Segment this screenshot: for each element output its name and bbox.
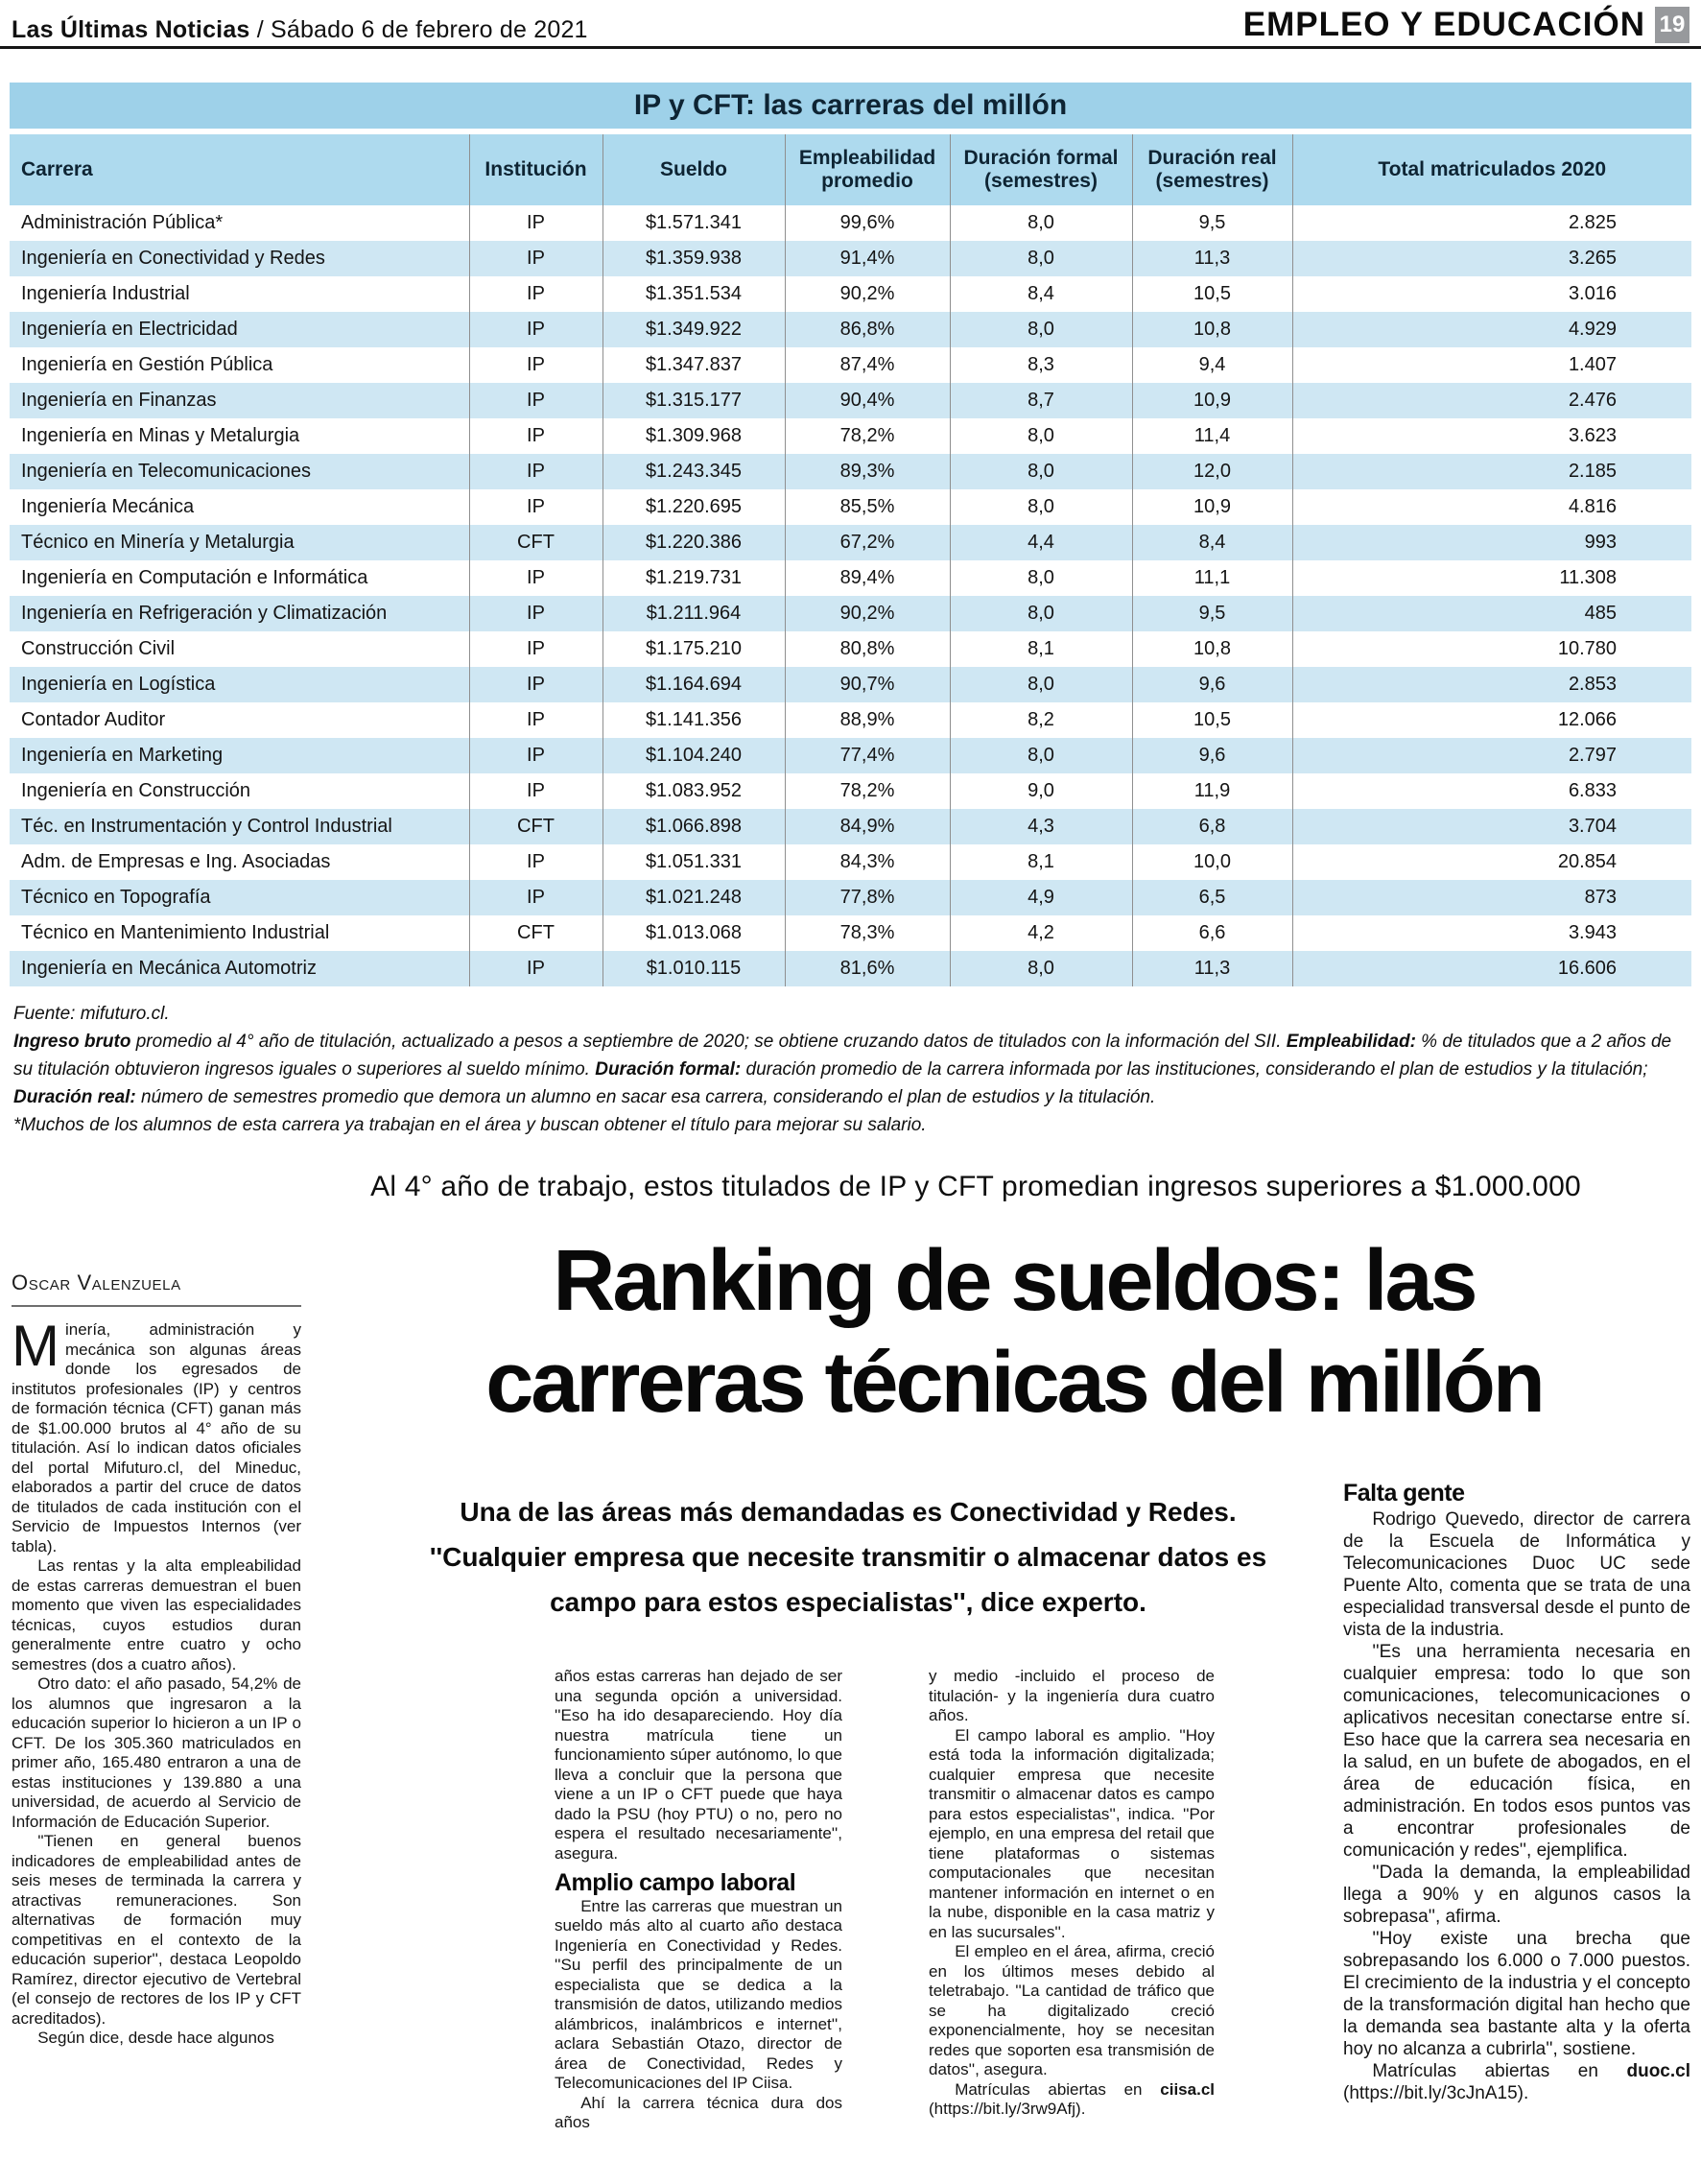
- table-cell: $1.315.177: [602, 383, 785, 418]
- table-cell: Ingeniería en Refrigeración y Climatización: [21, 603, 388, 624]
- paragraph: ''Es una herramienta necesaria en cualquier empresa: todo lo que son comunicaciones, telecomunicaciones o aplicativos necesitan conectarse entre sí. Eso hace que la carrera sea necesaria en la salud, en un bufete de abogados, en el área de educación física, en administración. En todos esos puntos vas a encontrar profesionales de comunicación y redes'', ejemplifica.: [1343, 1642, 1690, 1861]
- table-cell: 9,6: [1132, 667, 1292, 702]
- table-row: [10, 667, 1691, 702]
- table-cell: IP: [469, 631, 602, 667]
- paragraph: ''Hoy existe una brecha que sobrepasando los 6.000 o 7.000 puestos. El crecimiento de la industria y el concepto de la transformación digital han hecho que la demanda sea bastante alta y la oferta hoy no alcanza a cubrirla'', sostiene.: [1343, 1929, 1690, 2059]
- table-cell: Ingeniería en Logística: [21, 674, 216, 695]
- table-row: [10, 809, 1691, 844]
- table-row: [10, 631, 1691, 667]
- table-cell: 4,2: [950, 915, 1132, 951]
- table-cell: IP: [469, 951, 602, 986]
- table-cell: 20.854: [1292, 844, 1691, 880]
- table-cell: Contador Auditor: [21, 709, 166, 730]
- table-cell: IP: [469, 418, 602, 454]
- table-cell: Técnico en Mantenimiento Industrial: [21, 922, 330, 943]
- table-cell: IP: [469, 738, 602, 773]
- headline-line: carreras técnicas del millón: [485, 1335, 1543, 1431]
- paragraph: Otro dato: el año pasado, 54,2% de los alumnos que ingresaron a la educación superior lo hicieron a un IP o CFT. De los 305.360 matriculados en primer año, 165.480 entraron a una de estas instituciones y 139.880 a una universidad, de acuerdo al Servicio de Información de Educación Superior.: [12, 1674, 301, 1831]
- table-cell: $1.051.331: [602, 844, 785, 880]
- table-cell: 11,3: [1132, 951, 1292, 986]
- table-cell: 78,2%: [785, 418, 950, 454]
- table-cell: 485: [1292, 596, 1691, 631]
- table-cell: 16.606: [1292, 951, 1691, 986]
- table-row: [10, 738, 1691, 773]
- table-cell: 8,2: [950, 702, 1132, 738]
- table-cell: 9,0: [950, 773, 1132, 809]
- table-cell: Ingeniería en Mecánica Automotriz: [21, 958, 317, 979]
- table-cell: 6,5: [1132, 880, 1292, 915]
- table-cell: 84,3%: [785, 844, 950, 880]
- masthead: [12, 4, 1689, 44]
- table-cell: 77,8%: [785, 880, 950, 915]
- table-cell: 10,9: [1132, 383, 1292, 418]
- table-cell: 12,0: [1132, 454, 1292, 489]
- table-cell: 11,4: [1132, 418, 1292, 454]
- table-row: [10, 418, 1691, 454]
- newspaper-name: Las Últimas Noticias: [12, 16, 250, 43]
- table-cell: Ingeniería Industrial: [21, 283, 190, 304]
- table-cell: 90,4%: [785, 383, 950, 418]
- table-cell: Construcción Civil: [21, 638, 176, 659]
- table-cell: IP: [469, 312, 602, 347]
- table-cell: 9,5: [1132, 205, 1292, 241]
- table-cell: 8,0: [950, 205, 1132, 241]
- table-cell: Ingeniería en Telecomunicaciones: [21, 461, 312, 482]
- table-cell: 77,4%: [785, 738, 950, 773]
- table-cell: 10,9: [1132, 489, 1292, 525]
- table-cell: Ingeniería en Finanzas: [21, 390, 217, 411]
- table-cell: 8,0: [950, 951, 1132, 986]
- table-cell: $1.164.694: [602, 667, 785, 702]
- table-cell: $1.013.068: [602, 915, 785, 951]
- section-header: [1243, 6, 1689, 44]
- table-cell: $1.141.356: [602, 702, 785, 738]
- table-cell: 11,3: [1132, 241, 1292, 276]
- subhead: Amplio campo laboral: [555, 1869, 796, 1896]
- subhead: Falta gente: [1343, 1480, 1465, 1507]
- section-title: EMPLEO Y EDUCACIÓN: [1242, 6, 1645, 43]
- paragraph: Según dice, desde hace algunos: [37, 2029, 274, 2047]
- masthead-left: [12, 16, 588, 44]
- table-cell: 11,1: [1132, 560, 1292, 596]
- table-row: [10, 347, 1691, 383]
- table-cell: 2.185: [1292, 454, 1691, 489]
- table-row: [10, 844, 1691, 880]
- table-cell: $1.309.968: [602, 418, 785, 454]
- table-cell: Técnico en Minería y Metalurgia: [21, 532, 295, 553]
- table-cell: 4.816: [1292, 489, 1691, 525]
- table-row: [10, 276, 1691, 312]
- paragraph: y medio -incluido el proceso de titulación- y la ingeniería dura cuatro años.: [929, 1667, 1215, 1724]
- column-header: Carrera: [21, 157, 93, 180]
- table-cell: CFT: [469, 915, 602, 951]
- table-cell: Ingeniería en Minas y Metalurgia: [21, 425, 300, 446]
- table-cell: 89,3%: [785, 454, 950, 489]
- article-column-2: [555, 1667, 842, 2133]
- table-cell: 90,7%: [785, 667, 950, 702]
- column-header: Total matriculados 2020: [1292, 134, 1691, 205]
- table-cell: 2.825: [1292, 205, 1691, 241]
- table-row: [10, 915, 1691, 951]
- table-cell: $1.010.115: [602, 951, 785, 986]
- deck: Una de las áreas más demandadas es Conectividad y Redes. ''Cualquier empresa que necesite transmitir o almacenar datos es campo para estos especialistas'', dice experto.: [429, 1497, 1267, 1617]
- table-cell: IP: [469, 773, 602, 809]
- paragraph: ''Tienen en general buenos indicadores de empleabilidad antes de seis meses de terminada la carrera y atractivas remuneraciones. Son alternativas de formación muy competitivas en el contexto de la educación superior'', destaca Leopoldo Ramírez, director ejecutivo de Vertebral (el consejo de rectores de los IP y CFT acreditados).: [12, 1832, 301, 2028]
- table-cell: 9,6: [1132, 738, 1292, 773]
- table-cell: $1.220.386: [602, 525, 785, 560]
- kicker: Al 4° año de trabajo, estos titulados de IP y CFT promedian ingresos superiores a $1.000.000: [370, 1171, 1581, 1202]
- table-cell: 3.943: [1292, 915, 1691, 951]
- table-cell: 10,0: [1132, 844, 1292, 880]
- table-cell: 2.476: [1292, 383, 1691, 418]
- table-cell: IP: [469, 205, 602, 241]
- table-header-row: [10, 134, 1691, 205]
- table-cell: 10,8: [1132, 312, 1292, 347]
- table-cell: IP: [469, 454, 602, 489]
- table-cell: 4.929: [1292, 312, 1691, 347]
- table-cell: 89,4%: [785, 560, 950, 596]
- table-cell: Ingeniería en Marketing: [21, 745, 224, 766]
- headline: [376, 1230, 1652, 1434]
- table-cell: 3.704: [1292, 809, 1691, 844]
- table-cell: 85,5%: [785, 489, 950, 525]
- table-row: [10, 383, 1691, 418]
- drop-cap: M: [12, 1314, 59, 1378]
- table-cell: 10,5: [1132, 702, 1292, 738]
- article-column-4: [1343, 1480, 1690, 2104]
- paragraph: ''Dada la demanda, la empleabilidad llega a 90% y en algunos casos la sobrepasa'', afirma.: [1343, 1863, 1690, 1927]
- table-cell: 11,9: [1132, 773, 1292, 809]
- table-cell: 9,4: [1132, 347, 1292, 383]
- table-cell: 81,6%: [785, 951, 950, 986]
- table-row: [10, 454, 1691, 489]
- table-cell: 10,8: [1132, 631, 1292, 667]
- table-cell: 6,8: [1132, 809, 1292, 844]
- careers-table: [10, 134, 1691, 986]
- table-row: [10, 596, 1691, 631]
- table-cell: 84,9%: [785, 809, 950, 844]
- column-header: Duración real (semestres): [1132, 134, 1292, 205]
- table-cell: $1.175.210: [602, 631, 785, 667]
- table-cell: $1.104.240: [602, 738, 785, 773]
- paragraph: Matrículas abiertas en duoc.cl (https://bit.ly/3cJnA15).: [1343, 2061, 1690, 2103]
- table-title: IP y CFT: las carreras del millón: [633, 89, 1068, 121]
- table-cell: IP: [469, 844, 602, 880]
- issue-date: / Sábado 6 de febrero de 2021: [256, 16, 588, 43]
- table-cell: CFT: [469, 809, 602, 844]
- table-cell: Ingeniería en Construcción: [21, 780, 251, 801]
- table-cell: 873: [1292, 880, 1691, 915]
- table-cell: 2.797: [1292, 738, 1691, 773]
- column-header: Institución: [469, 134, 602, 205]
- table-cell: IP: [469, 560, 602, 596]
- table-footnotes: [13, 1000, 1685, 1139]
- table-footnote-line: Ingreso bruto promedio al 4° año de titulación, actualizado a pesos a septiembre de 2020; se obtiene cruzando datos de titulados con la información del SII. Empleabilidad: % de titulados que a 2 años de su titulación obtuvieron ingresos iguales o superiores al sueldo mínimo. Duración formal: duración promedio de la carrera informada por las instituciones, considerando el plan de estudios y la titulación; Duración real: número de semestres promedio que demora un alumno en sacar esa carrera, considerando el plan de estudios y la titulación.: [13, 1032, 1672, 1107]
- table-cell: 8,0: [950, 596, 1132, 631]
- table-cell: 8,7: [950, 383, 1132, 418]
- table-cell: $1.349.922: [602, 312, 785, 347]
- table-cell: 11.308: [1292, 560, 1691, 596]
- table-cell: 9,5: [1132, 596, 1292, 631]
- article-column-1: [12, 1314, 301, 2049]
- table-cell: IP: [469, 489, 602, 525]
- table-cell: 8,0: [950, 454, 1132, 489]
- table-cell: 10,5: [1132, 276, 1292, 312]
- table-cell: Téc. en Instrumentación y Control Industrial: [21, 816, 392, 837]
- paragraph: Minería, administración y mecánica son algunas áreas donde los egresados de institutos profesionales (IP) y centros de formación técnica (CFT) ganan más de $1.00.000 brutos al 4° año de su titulación. Así lo indican datos oficiales del portal Mifuturo.cl, del Mineduc, elaborados a partir del cruce de datos de titulados de cada institución con el Servicio de Impuestos Internos (ver tabla).: [12, 1314, 301, 1555]
- table-cell: 8,1: [950, 844, 1132, 880]
- table-cell: 8,4: [950, 276, 1132, 312]
- table-banner: [10, 83, 1691, 129]
- table-cell: 8,0: [950, 312, 1132, 347]
- table-cell: $1.219.731: [602, 560, 785, 596]
- paragraph: años estas carreras han dejado de ser una segunda opción a universidad. ''Eso ha ido desapareciendo. Hoy día nuestra matrícula tiene un funcionamiento súper autónomo, lo que lleva a concluir que la persona que viene a un IP o CFT puede que haya dado la PSU (hoy PTU) o no, pero no espera el resultado necesariamente'', asegura.: [555, 1667, 842, 1863]
- paragraph: Entre las carreras que muestran un sueldo más alto al cuarto año destaca Ingeniería en Conectividad y Redes. ''Su perfil des principalmente de un especialista que se dedica a la transmisión de datos, utilizando medios alámbricos, inalámbricos e internet'', aclara Sebastián Otazo, director de área de Conectividad, Redes y Telecomunicaciones del IP Ciisa.: [555, 1896, 842, 2092]
- table-cell: Técnico en Topografía: [21, 887, 211, 908]
- table-row: [10, 312, 1691, 347]
- table-cell: IP: [469, 880, 602, 915]
- table-cell: 6.833: [1292, 773, 1691, 809]
- table-cell: 91,4%: [785, 241, 950, 276]
- table-cell: $1.243.345: [602, 454, 785, 489]
- table-cell: 80,8%: [785, 631, 950, 667]
- table-cell: 8,0: [950, 667, 1132, 702]
- table-cell: $1.021.248: [602, 880, 785, 915]
- table-cell: $1.066.898: [602, 809, 785, 844]
- table-cell: 67,2%: [785, 525, 950, 560]
- table-cell: $1.211.964: [602, 596, 785, 631]
- table-cell: 8,0: [950, 241, 1132, 276]
- table-cell: 6,6: [1132, 915, 1292, 951]
- table-row: [10, 560, 1691, 596]
- table-cell: 8,0: [950, 489, 1132, 525]
- table-cell: 90,2%: [785, 596, 950, 631]
- table-cell: 2.853: [1292, 667, 1691, 702]
- table-cell: 3.016: [1292, 276, 1691, 312]
- table-footnote-line: Fuente: mifuturo.cl.: [13, 1004, 170, 1024]
- table-cell: Ingeniería en Electricidad: [21, 319, 238, 340]
- table-cell: 78,3%: [785, 915, 950, 951]
- table-cell: $1.351.534: [602, 276, 785, 312]
- table-cell: 88,9%: [785, 702, 950, 738]
- table-cell: 3.623: [1292, 418, 1691, 454]
- table-row: [10, 489, 1691, 525]
- table-cell: 8,4: [1132, 525, 1292, 560]
- table-cell: Adm. de Empresas e Ing. Asociadas: [21, 851, 331, 872]
- table-cell: $1.571.341: [602, 205, 785, 241]
- paragraph: El empleo en el área, afirma, creció en los últimos meses debido al teletrabajo. ''La cantidad de tráfico que se ha digitalizado creció exponencialmente, hoy se necesitan redes que soporten esa transmisión de datos'', asegura.: [929, 1942, 1215, 2078]
- table-cell: IP: [469, 276, 602, 312]
- table-cell: CFT: [469, 525, 602, 560]
- table-cell: 8,0: [950, 560, 1132, 596]
- table-cell: 8,3: [950, 347, 1132, 383]
- table-row: [10, 702, 1691, 738]
- table-row: [10, 773, 1691, 809]
- table-cell: Administración Pública*: [21, 212, 224, 233]
- headline-line: Ranking de sueldos: las: [553, 1233, 1476, 1329]
- table-cell: 10.780: [1292, 631, 1691, 667]
- table-cell: $1.347.837: [602, 347, 785, 383]
- table-cell: 8,0: [950, 418, 1132, 454]
- table-cell: 90,2%: [785, 276, 950, 312]
- table-cell: Ingeniería en Conectividad y Redes: [21, 248, 325, 269]
- masthead-rule: [0, 46, 1701, 49]
- table-cell: IP: [469, 383, 602, 418]
- table-cell: Ingeniería en Gestión Pública: [21, 354, 273, 375]
- table-cell: 3.265: [1292, 241, 1691, 276]
- article-column-3: [929, 1667, 1215, 2120]
- table-row: [10, 880, 1691, 915]
- table-row: [10, 205, 1691, 241]
- table-cell: IP: [469, 702, 602, 738]
- table-cell: Ingeniería en Computación e Informática: [21, 567, 368, 588]
- paragraph: Matrículas abiertas en ciisa.cl (https://bit.ly/3rw9Afj).: [929, 2079, 1215, 2118]
- table-cell: Ingeniería Mecánica: [21, 496, 195, 517]
- table-cell: 12.066: [1292, 702, 1691, 738]
- paragraph: Las rentas y la alta empleabilidad de estas carreras demuestran el buen momento que viven las especialidades técnicas, cuyos estudios duran generalmente entre cuatro y ocho semestres (dos a cuatro años).: [12, 1556, 301, 1674]
- table-cell: $1.359.938: [602, 241, 785, 276]
- table-cell: IP: [469, 667, 602, 702]
- paragraph: Rodrigo Quevedo, director de carrera de la Escuela de Informática y Telecomunicaciones Duoc UC sede Puente Alto, comenta que se trata de una especialidad transversal desde el punto de vista de la industria.: [1343, 1509, 1690, 1640]
- table-footnote-line: *Muchos de los alumnos de esta carrera ya trabajan en el área y buscan obtener el título para mejorar su salario.: [13, 1115, 927, 1135]
- table-cell: 78,2%: [785, 773, 950, 809]
- table-cell: 993: [1292, 525, 1691, 560]
- table-cell: 87,4%: [785, 347, 950, 383]
- table-cell: 8,1: [950, 631, 1132, 667]
- table-cell: 86,8%: [785, 312, 950, 347]
- column-header: Duración formal (semestres): [950, 134, 1132, 205]
- table-row: [10, 951, 1691, 986]
- table-cell: 4,9: [950, 880, 1132, 915]
- column-header: Sueldo: [602, 134, 785, 205]
- page-number-badge: 19: [1655, 7, 1689, 43]
- table-cell: IP: [469, 596, 602, 631]
- table-cell: 1.407: [1292, 347, 1691, 383]
- paragraph: El campo laboral es amplio. ''Hoy está toda la información digitalizada; cualquier empresa que necesite transmitir o almacenar datos es campo para estos especialistas'', indica. ''Por ejemplo, en una empresa del retail que tiene plataformas o sistemas computacionales que necesitan mantener información en internet o en la nube, disponible en la casa matriz y en las sucursales''.: [929, 1725, 1215, 1941]
- table-cell: 99,6%: [785, 205, 950, 241]
- table-cell: $1.083.952: [602, 773, 785, 809]
- paragraph: Ahí la carrera técnica dura dos años: [555, 2093, 842, 2131]
- table-cell: 4,3: [950, 809, 1132, 844]
- column-header: Empleabilidad promedio: [785, 134, 950, 205]
- table-row: [10, 525, 1691, 560]
- table-cell: 4,4: [950, 525, 1132, 560]
- byline: Oscar Valenzuela: [12, 1270, 301, 1307]
- table-row: [10, 241, 1691, 276]
- table-cell: IP: [469, 347, 602, 383]
- table-cell: $1.220.695: [602, 489, 785, 525]
- table-cell: IP: [469, 241, 602, 276]
- table-cell: 8,0: [950, 738, 1132, 773]
